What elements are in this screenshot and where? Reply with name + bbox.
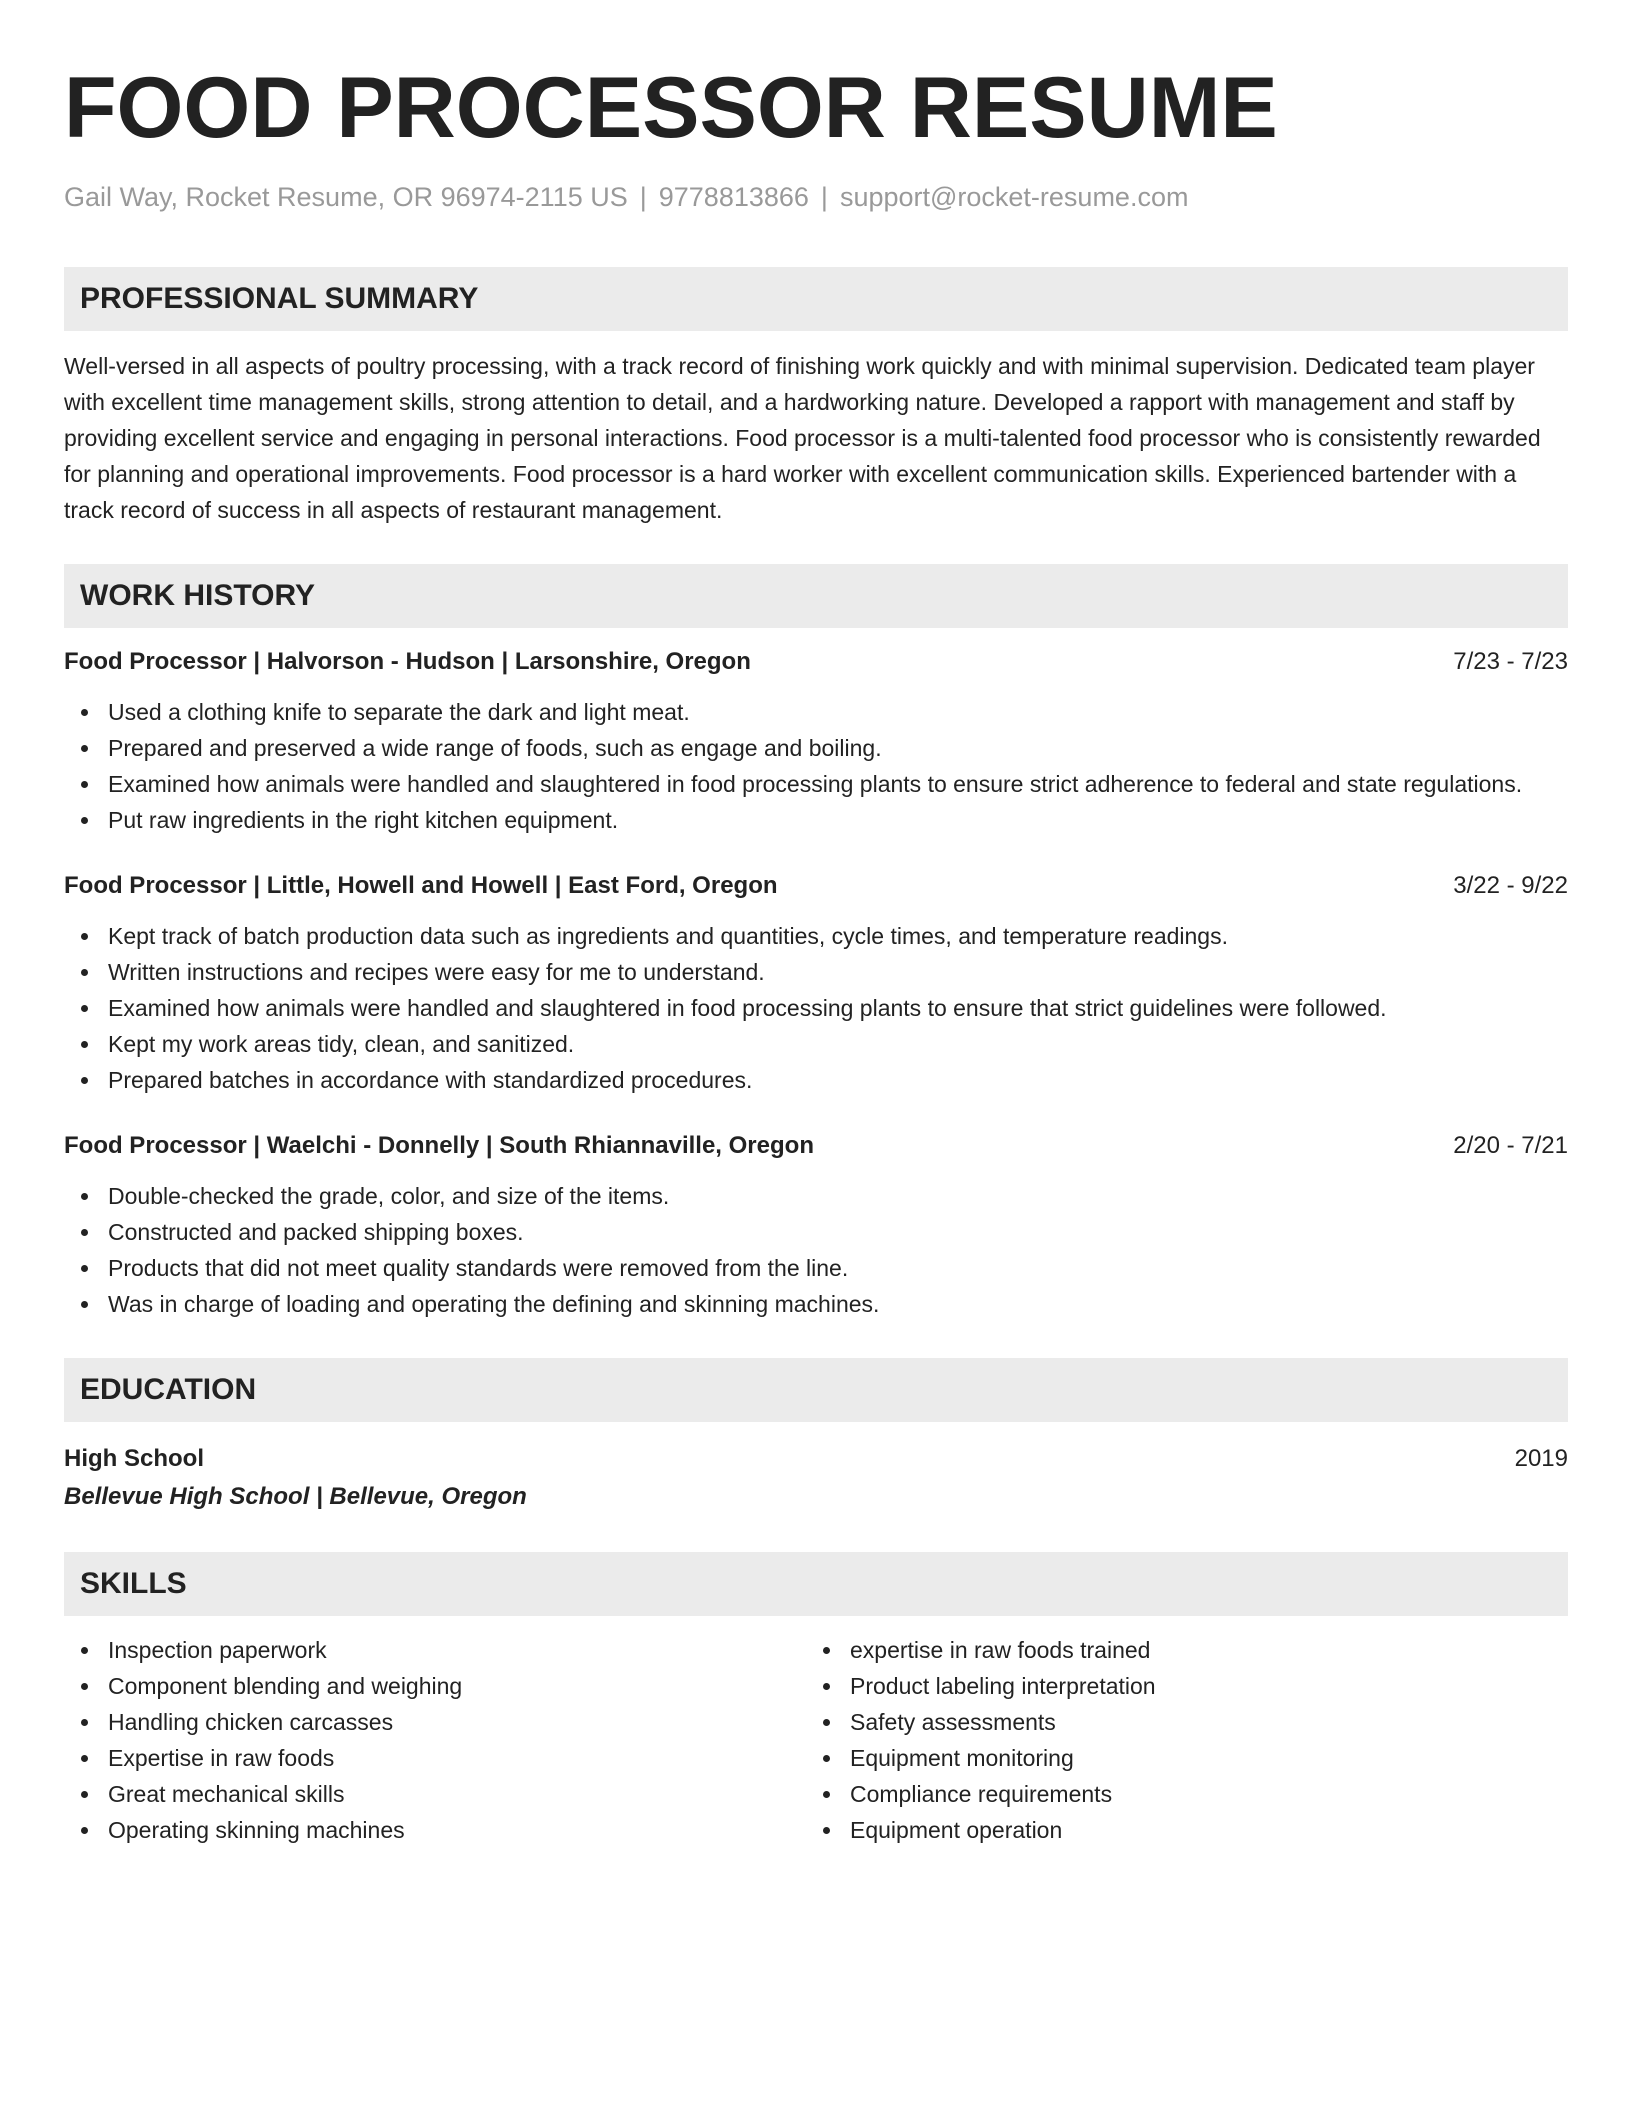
section-header-summary: PROFESSIONAL SUMMARY <box>64 267 1568 331</box>
skill-item: Product labeling interpretation <box>850 1668 1548 1704</box>
summary-text: Well-versed in all aspects of poultry processing, with a track record of finishing work quickly and with minimal supervision. Dedicated team player with excellent time management skills, strong attention to detail, and a hardworking nature. Developed a rapport with management and staff by providing excellent service and engaging in personal interactions. Food processor is a multi-talented food processor who is consistently rewarded for planning and operational improvements. Food processor is a hard worker with excellent communication skills. Experienced bartender with a track record of success in all aspects of restaurant management. <box>64 353 1541 523</box>
skill-item: Safety assessments <box>850 1704 1548 1740</box>
resume-title: FOOD PROCESSOR RESUME <box>64 60 1278 156</box>
contact-email: support@rocket-resume.com <box>839 182 1189 212</box>
job-bullets <box>64 918 1568 1098</box>
job-bullets <box>64 1178 1568 1322</box>
section-header-education: EDUCATION <box>64 1358 1568 1422</box>
skill-item: Inspection paperwork <box>108 1632 806 1668</box>
skills-columns <box>64 1632 1568 1848</box>
section-header-skills: SKILLS <box>64 1552 1568 1616</box>
skills-left-list <box>64 1632 806 1848</box>
contact-separator: | <box>639 182 647 212</box>
job-entry <box>64 868 1568 1098</box>
contact-address: Gail Way, Rocket Resume, OR 96974-2115 US <box>64 182 628 212</box>
job-bullet: Prepared batches in accordance with standardized procedures. <box>108 1062 1568 1098</box>
skill-item: Component blending and weighing <box>108 1668 806 1704</box>
job-bullet: Products that did not meet quality standards were removed from the line. <box>108 1250 1568 1286</box>
job-bullets <box>64 694 1568 838</box>
education-entry <box>64 1440 1568 1478</box>
skill-item: Handling chicken carcasses <box>108 1704 806 1740</box>
skills-right-list <box>806 1632 1548 1848</box>
job-bullet: Prepared and preserved a wide range of foods, such as engage and boiling. <box>108 730 1568 766</box>
job-dates: 2/20 - 7/21 <box>1453 1132 1568 1159</box>
job-bullet: Double-checked the grade, color, and size of the items. <box>108 1178 1568 1214</box>
job-header <box>64 1128 1568 1164</box>
skill-item: Equipment operation <box>850 1812 1548 1848</box>
job-bullet: Kept track of batch production data such as ingredients and quantities, cycle times, and temperature readings. <box>108 918 1568 954</box>
job-title: Food Processor | Waelchi - Donnelly | South Rhiannaville, Oregon <box>64 1132 814 1159</box>
skill-item: expertise in raw foods trained <box>850 1632 1548 1668</box>
job-header <box>64 644 1568 680</box>
job-bullet: Was in charge of loading and operating the defining and skinning machines. <box>108 1286 1568 1322</box>
job-title: Food Processor | Little, Howell and Howell | East Ford, Oregon <box>64 872 778 899</box>
job-bullet: Examined how animals were handled and slaughtered in food processing plants to ensure strict adherence to federal and state regulations. <box>108 766 1568 802</box>
skill-item: Equipment monitoring <box>850 1740 1548 1776</box>
job-bullet: Constructed and packed shipping boxes. <box>108 1214 1568 1250</box>
job-entry <box>64 1128 1568 1322</box>
contact-line <box>64 180 1568 214</box>
job-dates: 7/23 - 7/23 <box>1453 648 1568 675</box>
job-bullet: Used a clothing knife to separate the dark and light meat. <box>108 694 1568 730</box>
job-bullet: Written instructions and recipes were easy for me to understand. <box>108 954 1568 990</box>
job-header <box>64 868 1568 904</box>
contact-phone: 9778813866 <box>658 182 809 212</box>
education-school: Bellevue High School | Bellevue, Oregon <box>64 1483 527 1510</box>
job-entry <box>64 644 1568 838</box>
job-title: Food Processor | Halvorson - Hudson | Larsonshire, Oregon <box>64 648 751 675</box>
job-bullet: Examined how animals were handled and slaughtered in food processing plants to ensure that strict guidelines were followed. <box>108 990 1568 1026</box>
job-bullet: Kept my work areas tidy, clean, and sanitized. <box>108 1026 1568 1062</box>
work-history-list <box>64 644 1568 1322</box>
skill-item: Compliance requirements <box>850 1776 1548 1812</box>
skill-item: Operating skinning machines <box>108 1812 806 1848</box>
contact-separator: | <box>820 182 828 212</box>
education-year: 2019 <box>1514 1445 1568 1472</box>
job-bullet: Put raw ingredients in the right kitchen equipment. <box>108 802 1568 838</box>
job-dates: 3/22 - 9/22 <box>1453 872 1568 899</box>
skill-item: Great mechanical skills <box>108 1776 806 1812</box>
section-header-work-history: WORK HISTORY <box>64 564 1568 628</box>
education-degree: High School <box>64 1445 204 1472</box>
skill-item: Expertise in raw foods <box>108 1740 806 1776</box>
